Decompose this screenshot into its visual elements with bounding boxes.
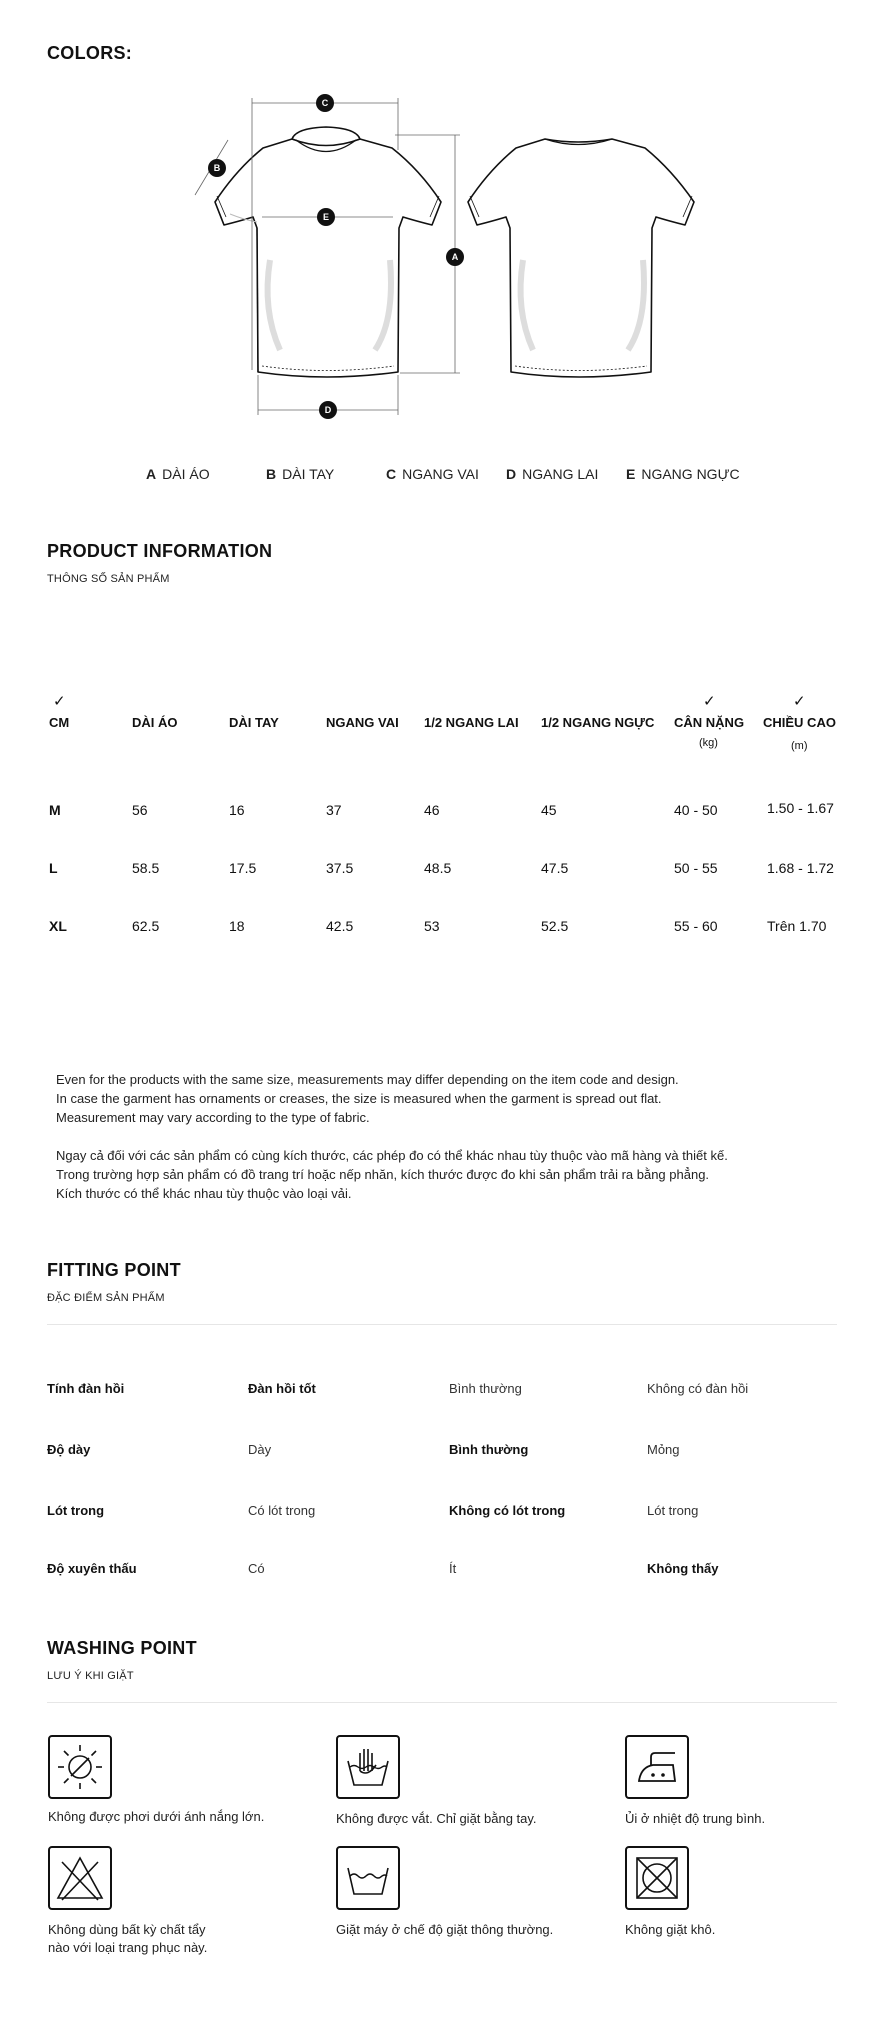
table-header: CM xyxy=(49,715,70,730)
washing-point-subtitle: LƯU Ý KHI GIẶT xyxy=(47,1670,134,1682)
marker-e: E xyxy=(317,208,335,226)
marker-a: A xyxy=(446,248,464,266)
no-dry-clean-icon xyxy=(625,1846,689,1910)
table-header: 1/2 NGANG NGỰC xyxy=(541,715,655,730)
marker-d: D xyxy=(319,401,337,419)
divider xyxy=(47,1324,837,1325)
table-cell: 55 - 60 xyxy=(674,918,718,934)
table-header: CHIỀU CAO xyxy=(763,715,836,730)
marker-b: B xyxy=(208,159,226,177)
size-label: XL xyxy=(49,918,67,934)
fitting-label: Độ dày xyxy=(47,1442,91,1457)
table-cell: 17.5 xyxy=(229,860,257,876)
table-header: DÀI TAY xyxy=(229,715,279,730)
table-cell: Trên 1.70 xyxy=(767,918,827,934)
legend-b: B DÀI TAY xyxy=(266,466,335,482)
washing-instruction: Không được phơi dưới ánh nắng lớn. xyxy=(48,1809,265,1824)
table-cell: 56 xyxy=(132,802,148,818)
iron-medium-icon xyxy=(625,1735,689,1799)
table-cell: 37.5 xyxy=(326,860,354,876)
fitting-option-selected: Bình thường xyxy=(449,1442,529,1457)
fitting-option: Không có đàn hồi xyxy=(647,1381,749,1396)
weight-unit: (kg) xyxy=(699,737,718,749)
check-icon: ✓ xyxy=(53,693,66,710)
legend-c: C NGANG VAI xyxy=(386,466,479,482)
fitting-option: Lót trong xyxy=(647,1503,699,1518)
table-header: CÂN NẶNG xyxy=(674,715,745,730)
check-icon: ✓ xyxy=(793,693,806,710)
table-cell: 45 xyxy=(541,802,557,818)
washing-instruction: Ủi ở nhiệt độ trung bình. xyxy=(625,1811,766,1826)
table-cell: 47.5 xyxy=(541,860,569,876)
legend-d: D NGANG LAI xyxy=(506,466,599,482)
washing-point-title: WASHING POINT xyxy=(47,1638,197,1658)
measurement-note-vi: Ngay cả đối với các sản phẩm có cùng kích thước, các phép đo có thể khác nhau tùy thuộc vào mã hàng và thiết kế. Trong trường hợp sản phẩm có đồ trang trí hoặc nếp nhăn, kích thước được đo khi sản phẩm trải ra bằng phẳng. Kích thước có thể khác nhau tùy thuộc vào loại vải. xyxy=(56,1148,728,1201)
table-cell: 37 xyxy=(326,802,342,818)
washing-instruction: Không dùng bất kỳ chất tẩy nào với loại trang phục này. xyxy=(48,1922,208,1955)
fitting-option: Dày xyxy=(248,1442,272,1457)
fitting-option-selected: Không có lót trong xyxy=(449,1503,566,1518)
table-cell: 48.5 xyxy=(424,860,452,876)
machine-wash-icon xyxy=(336,1846,400,1910)
no-bleach-icon xyxy=(48,1846,112,1910)
legend-a: A DÀI ÁO xyxy=(146,466,210,482)
marker-c: C xyxy=(316,94,334,112)
table-cell: 58.5 xyxy=(132,860,160,876)
fitting-option: Bình thường xyxy=(449,1381,522,1396)
table-cell: 1.50 - 1.67 xyxy=(767,800,834,816)
fitting-label: Lót trong xyxy=(47,1503,105,1518)
table-cell: 16 xyxy=(229,802,245,818)
washing-instruction: Không được vắt. Chỉ giặt bằng tay. xyxy=(336,1811,537,1826)
fitting-option-selected: Không thấy xyxy=(647,1561,719,1576)
table-header: DÀI ÁO xyxy=(132,715,178,730)
height-unit: (m) xyxy=(791,740,808,752)
table-cell: 53 xyxy=(424,918,440,934)
tshirt-measurement-diagram xyxy=(185,88,705,428)
table-header: 1/2 NGANG LAI xyxy=(424,715,519,730)
measurement-note-en: Even for the products with the same size, measurements may differ depending on the item code and design. In case the garment has ornaments or creases, the size is measured when the garment is spread out flat. Measurement may vary according to the type of fabric. xyxy=(56,1072,679,1125)
table-cell: 18 xyxy=(229,918,245,934)
fitting-option: Có lót trong xyxy=(248,1503,316,1518)
product-info-title: PRODUCT INFORMATION xyxy=(47,541,273,561)
table-cell: 50 - 55 xyxy=(674,860,718,876)
table-cell: 1.68 - 1.72 xyxy=(767,860,834,876)
washing-instruction: Giặt máy ở chế độ giặt thông thường. xyxy=(336,1922,554,1937)
no-sun-dry-icon xyxy=(48,1735,112,1799)
size-label: M xyxy=(49,802,61,818)
washing-instruction: Không giặt khô. xyxy=(625,1922,716,1937)
fitting-option-selected: Đàn hồi tốt xyxy=(248,1381,316,1396)
fitting-option: Mỏng xyxy=(647,1442,680,1457)
table-cell: 42.5 xyxy=(326,918,354,934)
check-icon: ✓ xyxy=(703,693,716,710)
fitting-option: Có xyxy=(248,1561,265,1576)
fitting-label: Tính đàn hồi xyxy=(47,1381,125,1396)
fitting-label: Độ xuyên thấu xyxy=(47,1561,137,1576)
table-cell: 62.5 xyxy=(132,918,160,934)
legend-e: E NGANG NGỰC xyxy=(626,466,740,482)
colors-title: COLORS: xyxy=(47,43,133,63)
table-header: NGANG VAI xyxy=(326,715,399,730)
table-cell: 52.5 xyxy=(541,918,569,934)
fitting-option: Ít xyxy=(449,1561,457,1576)
divider xyxy=(47,1702,837,1703)
product-info-subtitle: THÔNG SỐ SẢN PHẨM xyxy=(47,573,170,585)
table-cell: 40 - 50 xyxy=(674,802,718,818)
size-label: L xyxy=(49,860,58,876)
table-cell: 46 xyxy=(424,802,440,818)
fitting-point-subtitle: ĐẶC ĐIỂM SẢN PHẨM xyxy=(47,1292,165,1304)
hand-wash-icon xyxy=(336,1735,400,1799)
fitting-point-title: FITTING POINT xyxy=(47,1260,181,1280)
